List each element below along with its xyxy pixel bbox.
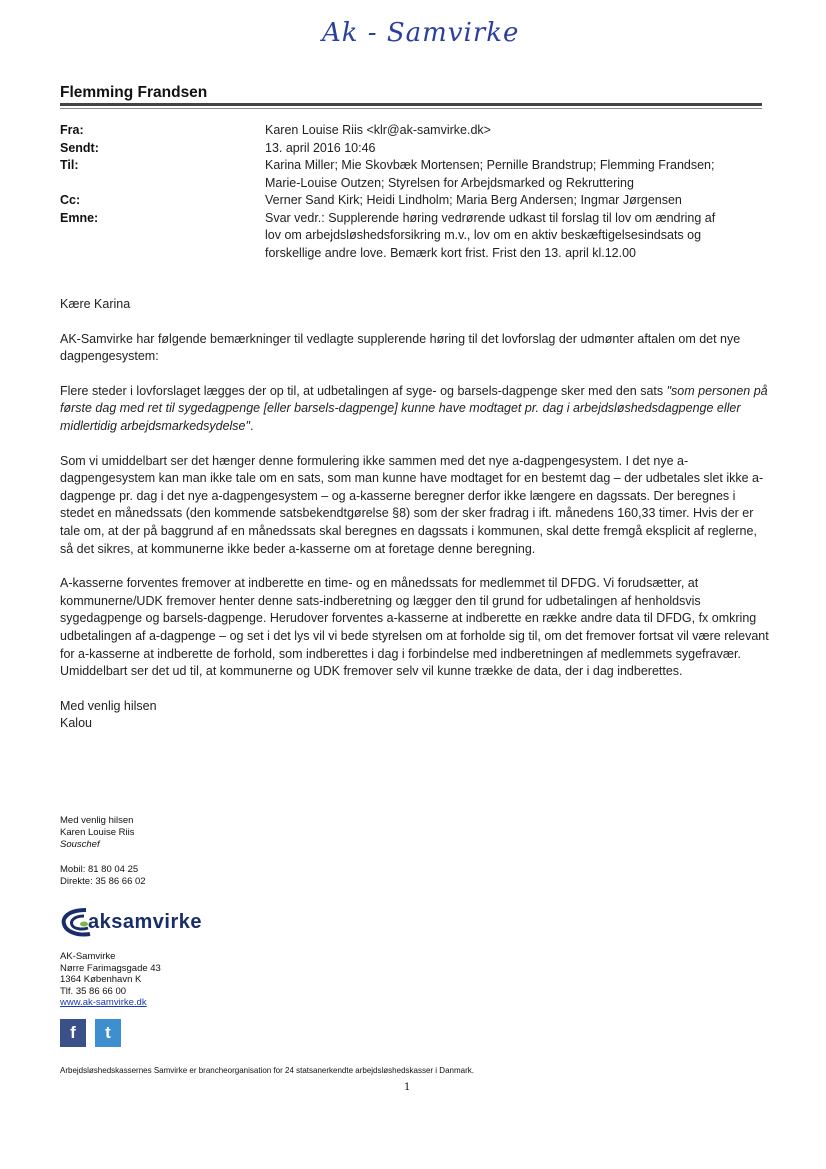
sent-label: Sendt: (60, 140, 99, 155)
paragraph-2: Flere steder i lovforslaget lægges der op til, at udbetalingen af syge- og barsels-dagpenge sker med den sats "som personen på første dag med ret til sygedagpenge [eller barsels-dagpenge] kunne have modtaget pr. dag i arbejdsløshedsdagpenge eller midlertidig arbejdsmarkedsydelse". (60, 383, 768, 433)
header-divider (60, 103, 762, 106)
sender-name: Flemming Frandsen (60, 84, 208, 101)
signature (60, 815, 134, 851)
from-row (60, 122, 762, 140)
to-line: Karina Miller; Mie Skovbæk Mortensen; Pernille Brandstrup; Flemming Frandsen; (265, 158, 715, 172)
signature-greeting: Med venlig hilsen (60, 815, 134, 826)
email-header (60, 122, 762, 262)
greeting: Kære Karina (60, 297, 131, 311)
mobile-number: Mobil: 81 80 04 25 (60, 864, 139, 875)
cc-value: Verner Sand Kirk; Heidi Lindholm; Maria Berg Andersen; Ingmar Jørgensen (265, 193, 682, 207)
subject-line: forskellige andre love. Bemærk kort frist. Frist den 13. april kl.12.00 (265, 245, 636, 260)
handwritten-annotation: Ak - Samvirke (322, 18, 520, 48)
org-name: AK-Samvirke (60, 951, 116, 962)
paragraph-1: AK-Samvirke har følgende bemærkninger til vedlagte supplerende høring til det lovforslag der udmønter aftalen om det nye dagpengesystem: (60, 331, 741, 364)
subject-label: Emne: (60, 210, 99, 225)
paragraph-4: A-kasserne forventes fremover at indberette en time- og en månedssats for medlemmet til DFDG. Vi forudsætter, at kommunerne/UDK fremover henter denne sats-indberetning og lægger den til grund for udbetalingen af henholdsvis sygedagpenge og barsels-dagpenge. Herudover forventes a-kasserne at indberette en række andre data til DFDG, fx omkring udbetalingen af a-dagpenge – og set i det lys vil vi bede styrelsen om at forholde sig til, om det fremover fortsat vil være relevant for a-kasserne at indberette de forhold, som indberettes i dag i forbindelse med indberetningen af medlemmets sygefravær. Umiddelbart ser det ud til, at kommunerne og UDK fremover selv vil kunne trække de data, der i dag indberettes. (60, 576, 769, 679)
footer-note: Arbejdsløshedskassernes Samvirke er brancheorganisation for 24 statsanerkendte arbejdsløshedskasser i Danmark. (60, 1066, 474, 1075)
subject-line: lov om arbejdsløshedsforsikring m.v., lov om en aktiv beskæftigelsesindsats og (265, 228, 702, 242)
street: Nørre Farimagsgade 43 (60, 962, 161, 974)
organization-address (60, 951, 161, 1009)
city: 1364 København K (60, 974, 142, 985)
sent-row (60, 140, 762, 158)
twitter-icon[interactable]: t (95, 1019, 121, 1047)
logo-text: aksamvirke (88, 911, 202, 933)
facebook-icon[interactable]: f (60, 1019, 86, 1047)
subject-value (265, 210, 762, 263)
from-value: Karen Louise Riis <klr@ak-samvirke.dk> (265, 123, 491, 137)
email-body (60, 296, 770, 750)
to-row (60, 157, 762, 192)
signature-title: Souschef (60, 839, 100, 850)
page-number: 1 (404, 1082, 411, 1093)
signature-contact (60, 864, 146, 888)
closing-name: Kalou (60, 716, 92, 731)
signature-name: Karen Louise Riis (60, 827, 135, 838)
header-divider-thin (60, 108, 762, 109)
paragraph-3: Som vi umiddelbart ser det hænger denne formulering ikke sammen med det nye a-dagpengesystem. I det nye a-dagpengesystem kan man ikke tale om en sats, som man kunne have modtaget for en bestemt dag – der udbetales slet ikke a-dagpenge pr. dag i det nye a-dagpengesystem – og a-kasserne beregner derfor ikke længere en dagssats. Der beregnes i stedet en månedssats (den kommende satsbekendtgørelse §8) som der sker fradrag i ift. månedens 160,33 timer. Hvis der er tale om, at der på baggrund af en månedssats skal beregnes en dagssats i kommunen, skal dette fremgå eksplicit af reglerne, så det sikres, at kommunerne ikke beder a-kasserne om at foretage denne beregning. (60, 453, 764, 556)
direct-number: Direkte: 35 86 66 02 (60, 876, 146, 887)
phone: Tlf. 35 86 66 00 (60, 985, 127, 997)
quoted-text: "som personen på første dag med ret til sygedagpenge [eller barsels-dagpenge] kunne have modtaget pr. dag i arbejdsløshedsdagpenge eller midlertidig arbejdsmarkedsydelse" (60, 383, 768, 433)
to-value (265, 157, 762, 192)
sent-value: 13. april 2016 10:46 (265, 140, 376, 155)
website-link[interactable]: www.ak-samvirke.dk (60, 997, 147, 1008)
cc-row (60, 192, 762, 210)
subject-row (60, 210, 762, 263)
subject-line: Svar vedr.: Supplerende høring vedrørende udkast til forslag til lov om ændring af (265, 210, 716, 225)
closing: Med venlig hilsen (60, 698, 157, 713)
to-line: Marie-Louise Outzen; Styrelsen for Arbejdsmarked og Rekruttering (265, 175, 634, 190)
cc-label: Cc: (60, 193, 81, 207)
from-label: Fra: (60, 123, 84, 137)
to-label: Til: (60, 158, 79, 172)
